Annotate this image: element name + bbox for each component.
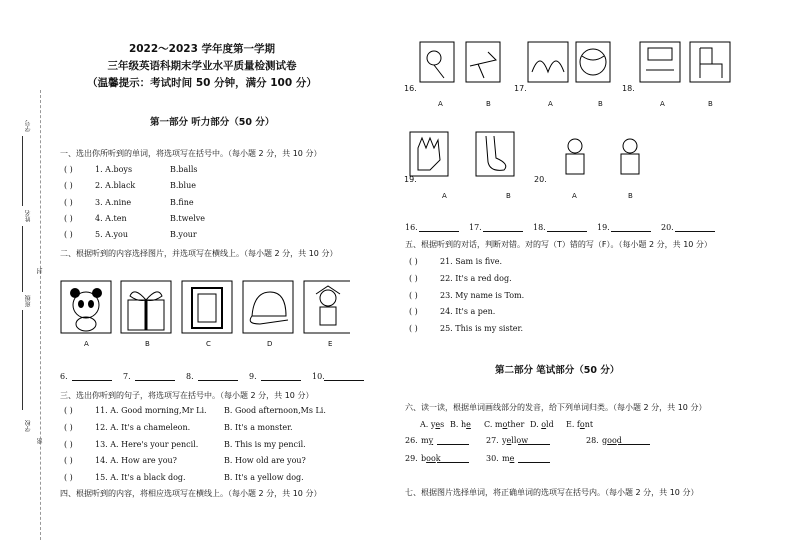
word-number: 29.: [405, 454, 418, 463]
blank-number: 6.: [60, 372, 68, 381]
q4-pictures: [400, 40, 780, 190]
answer-blank[interactable]: [618, 444, 650, 445]
q3-option-b: B. It's a yellow dog.: [224, 473, 304, 483]
q1-option-a: 2. A.black: [95, 181, 136, 191]
q6-word: [421, 437, 433, 445]
book-picture: [528, 42, 568, 82]
answer-blank[interactable]: [518, 462, 550, 463]
side-label-name: 姓名: [25, 210, 32, 222]
picture-number: 16.: [404, 84, 417, 93]
side-write-line: [22, 226, 23, 292]
q3-option-a: 15. A. It's a black dog.: [95, 473, 186, 483]
answer-blank[interactable]: [611, 231, 651, 232]
q1-option-a: 5. A.you: [95, 230, 128, 240]
answer-bracket[interactable]: ( ): [64, 197, 73, 207]
picture-number: 17.: [514, 84, 527, 93]
underlined-letters: o: [579, 420, 585, 429]
q4-instruction: 四、根据听到的内容，将相应选项写在横线上。（每小题 2 分，共 10 分）: [60, 489, 322, 498]
word-part: m: [421, 436, 429, 445]
option-label: B: [708, 100, 713, 108]
underlined-letters: o: [502, 420, 508, 429]
answer-bracket[interactable]: ( ): [64, 165, 73, 174]
side-label-secret: 密: [37, 438, 44, 444]
q3-option-b: B. Good afternoon,Ms Li.: [224, 406, 326, 415]
underlined-letters: y: [428, 436, 434, 445]
statement: 21. Sam is five.: [440, 257, 502, 266]
answer-bracket[interactable]: ( ): [64, 473, 73, 483]
answer-bracket[interactable]: ( ): [64, 422, 73, 432]
q1-option-b: B.your: [170, 230, 197, 240]
plane-picture: [466, 42, 500, 82]
blank-number: 19.: [597, 223, 610, 232]
statement: 23. My name is Tom.: [440, 290, 525, 300]
answer-blank[interactable]: [437, 462, 469, 463]
answer-bracket[interactable]: ( ): [409, 290, 418, 300]
option-label: A: [660, 100, 665, 108]
option-label: A: [442, 192, 447, 200]
answer-blank[interactable]: [675, 231, 715, 232]
underlined-letters: oo: [426, 454, 436, 463]
underlined-letters: e: [506, 436, 512, 445]
picture-label: C: [206, 340, 211, 348]
option-label: B: [598, 100, 603, 108]
answer-bracket[interactable]: ( ): [409, 307, 418, 317]
blank-number: 20.: [661, 223, 674, 232]
q6-option: [530, 421, 554, 429]
word-part: y: [502, 436, 507, 445]
side-label-class: 班级: [25, 295, 32, 307]
picture-number: 19.: [404, 175, 417, 184]
option-label: B: [628, 192, 633, 200]
q6-option: [566, 421, 593, 429]
part1-title: 第一部分 听力部分（50 分）: [150, 117, 275, 128]
option-label: A: [572, 192, 577, 200]
underlined-letters: oo: [607, 436, 617, 445]
word-part: nt: [584, 420, 594, 429]
word-number: 28.: [586, 436, 599, 445]
answer-bracket[interactable]: ( ): [409, 257, 418, 266]
answer-bracket[interactable]: ( ): [64, 230, 73, 240]
q6-instruction: 六、读一读，根据单词画线部分的发音，给下列单词归类。（每小题 2 分，共 10 分）: [405, 403, 707, 412]
option-label: B: [486, 100, 491, 108]
option-label: A: [438, 100, 443, 108]
underlined-letters: o: [541, 420, 547, 429]
answer-bracket[interactable]: ( ): [64, 456, 73, 466]
blank-number: 9.: [249, 372, 257, 381]
word-part: B. h: [450, 420, 467, 429]
answer-bracket[interactable]: ( ): [64, 213, 73, 223]
blank-number: 10.: [312, 372, 325, 381]
answer-blank[interactable]: [261, 380, 301, 381]
chair-picture: [690, 42, 730, 82]
side-label-seal: 封: [37, 268, 44, 274]
side-label-school: 学校: [25, 420, 32, 432]
exam-term: 2022～2023 学年度第一学期: [128, 43, 276, 55]
picture-label: A: [84, 340, 89, 348]
statement: 25. This is my sister.: [440, 324, 524, 334]
q3-option-a: 14. A. How are you?: [95, 456, 177, 466]
answer-blank[interactable]: [135, 380, 175, 381]
q1-option-a: 4. A.ten: [95, 213, 127, 223]
binding-dashed-line: [40, 90, 41, 540]
blank-number: 17.: [469, 223, 482, 232]
word-part: ther: [507, 420, 525, 429]
side-write-line: [22, 310, 23, 410]
picture-label: B: [145, 340, 150, 348]
word-part: k: [435, 454, 441, 463]
door-frame-picture: [182, 281, 232, 333]
q3-option-a: 12. A. It's a chameleon.: [95, 422, 191, 432]
gift-box-picture: [121, 281, 171, 333]
q3-instruction: 三、选出你听到的句子，将选项写在括号中。（每小题 2 分，共 10 分）: [60, 391, 314, 400]
q6-word: [502, 455, 514, 463]
word-part: llow: [511, 436, 529, 445]
word-part: D.: [530, 420, 542, 429]
answer-blank[interactable]: [324, 380, 364, 381]
boy-picture-b: [621, 139, 639, 174]
q2-instruction: 二、根据听到的内容选择图片，并选项写在横线上。（每小题 2 分，共 10 分）: [60, 249, 338, 258]
boy-picture-a: [566, 139, 584, 174]
answer-bracket[interactable]: ( ): [409, 324, 418, 334]
q5-instruction: 五、根据听到的对话，判断对错。对的写（T）错的写（F）。（每小题 2 分，共 10 分）: [405, 240, 712, 249]
hand-picture: [410, 132, 448, 176]
answer-blank[interactable]: [547, 231, 587, 232]
underlined-letters: e: [466, 420, 471, 429]
picture-label: E: [328, 340, 333, 348]
q1-option-b: B.balls: [170, 165, 198, 174]
answer-bracket[interactable]: ( ): [409, 273, 418, 283]
q6-option: [420, 421, 444, 429]
option-label: B: [506, 192, 511, 200]
word-number: 26.: [405, 436, 418, 445]
answer-blank[interactable]: [518, 444, 550, 445]
cap-picture: [243, 281, 293, 333]
word-number: 30.: [486, 454, 499, 463]
word-part: ld: [546, 420, 554, 429]
answer-blank[interactable]: [483, 231, 523, 232]
answer-blank[interactable]: [72, 380, 112, 381]
q6-option: [484, 421, 524, 429]
statement: 22. It's a red dog.: [440, 273, 512, 283]
answer-bracket[interactable]: ( ): [64, 439, 73, 449]
part2-title: 第二部分 笔试部分（50 分）: [495, 365, 620, 376]
answer-blank[interactable]: [437, 444, 469, 445]
answer-blank[interactable]: [419, 231, 459, 232]
picture-number: 20.: [534, 175, 547, 184]
q2-pictures: [60, 280, 350, 335]
word-part: g: [602, 436, 608, 445]
q1-option-b: B.fine: [170, 197, 194, 207]
classroom-picture: [640, 42, 680, 82]
q3-option-a: 13. A. Here's your pencil.: [95, 439, 199, 449]
word-number: 27.: [486, 436, 499, 445]
answer-bracket[interactable]: ( ): [64, 181, 73, 191]
exam-notice: （温馨提示：考试时间 50 分钟，满分 100 分）: [87, 77, 317, 89]
word-part: s: [440, 420, 445, 429]
q1-option-a: 3. A.nine: [95, 197, 132, 207]
word-part: E. f: [566, 420, 580, 429]
q3-option-b: B. This is my pencil.: [224, 439, 306, 449]
answer-blank[interactable]: [198, 380, 238, 381]
foot-picture: [476, 132, 514, 176]
blank-number: 16.: [405, 223, 418, 232]
blank-number: 7.: [123, 372, 131, 381]
underlined-letters: e: [435, 420, 441, 429]
girl-picture: [304, 281, 350, 333]
q6-option: [450, 421, 471, 429]
exam-title: 三年级英语科期末学业水平质量检测试卷: [107, 60, 297, 72]
picture-label: D: [267, 340, 273, 348]
word-part: m: [502, 454, 510, 463]
side-write-line: [22, 136, 23, 206]
q3-option-b: B. It's a monster.: [224, 422, 293, 432]
blank-number: 18.: [533, 223, 546, 232]
q1-instruction: 一、选出你所听到的单词，将选项写在括号中。（每小题 2 分，共 10 分）: [60, 149, 322, 158]
answer-bracket[interactable]: ( ): [64, 406, 73, 415]
q3-option-a: 11. A. Good morning,Mr Li.: [95, 406, 207, 415]
picture-number: 18.: [622, 84, 635, 93]
option-label: A: [548, 100, 553, 108]
balloon-picture: [420, 42, 454, 82]
word-part: C. m: [484, 420, 503, 429]
ball-picture: [576, 42, 610, 82]
q7-instruction: 七、根据图片选择单词，将正确单词的选项写在括号内。（每小题 2 分，共 10 分）: [405, 488, 699, 497]
q1-option-b: B.blue: [170, 181, 196, 191]
statement: 24. It's a pen.: [440, 307, 496, 317]
side-label-student-id: 学号: [25, 120, 32, 132]
underlined-letters: e: [509, 454, 515, 463]
word-part: d: [616, 436, 622, 445]
panda-picture: [61, 281, 111, 333]
blank-number: 8.: [186, 372, 194, 381]
q1-option-b: B.twelve: [170, 213, 206, 223]
word-part: A. y: [420, 420, 436, 429]
q1-option-a: 1. A.boys: [95, 165, 133, 174]
q3-option-b: B. How old are you?: [224, 456, 306, 466]
word-part: b: [421, 454, 427, 463]
